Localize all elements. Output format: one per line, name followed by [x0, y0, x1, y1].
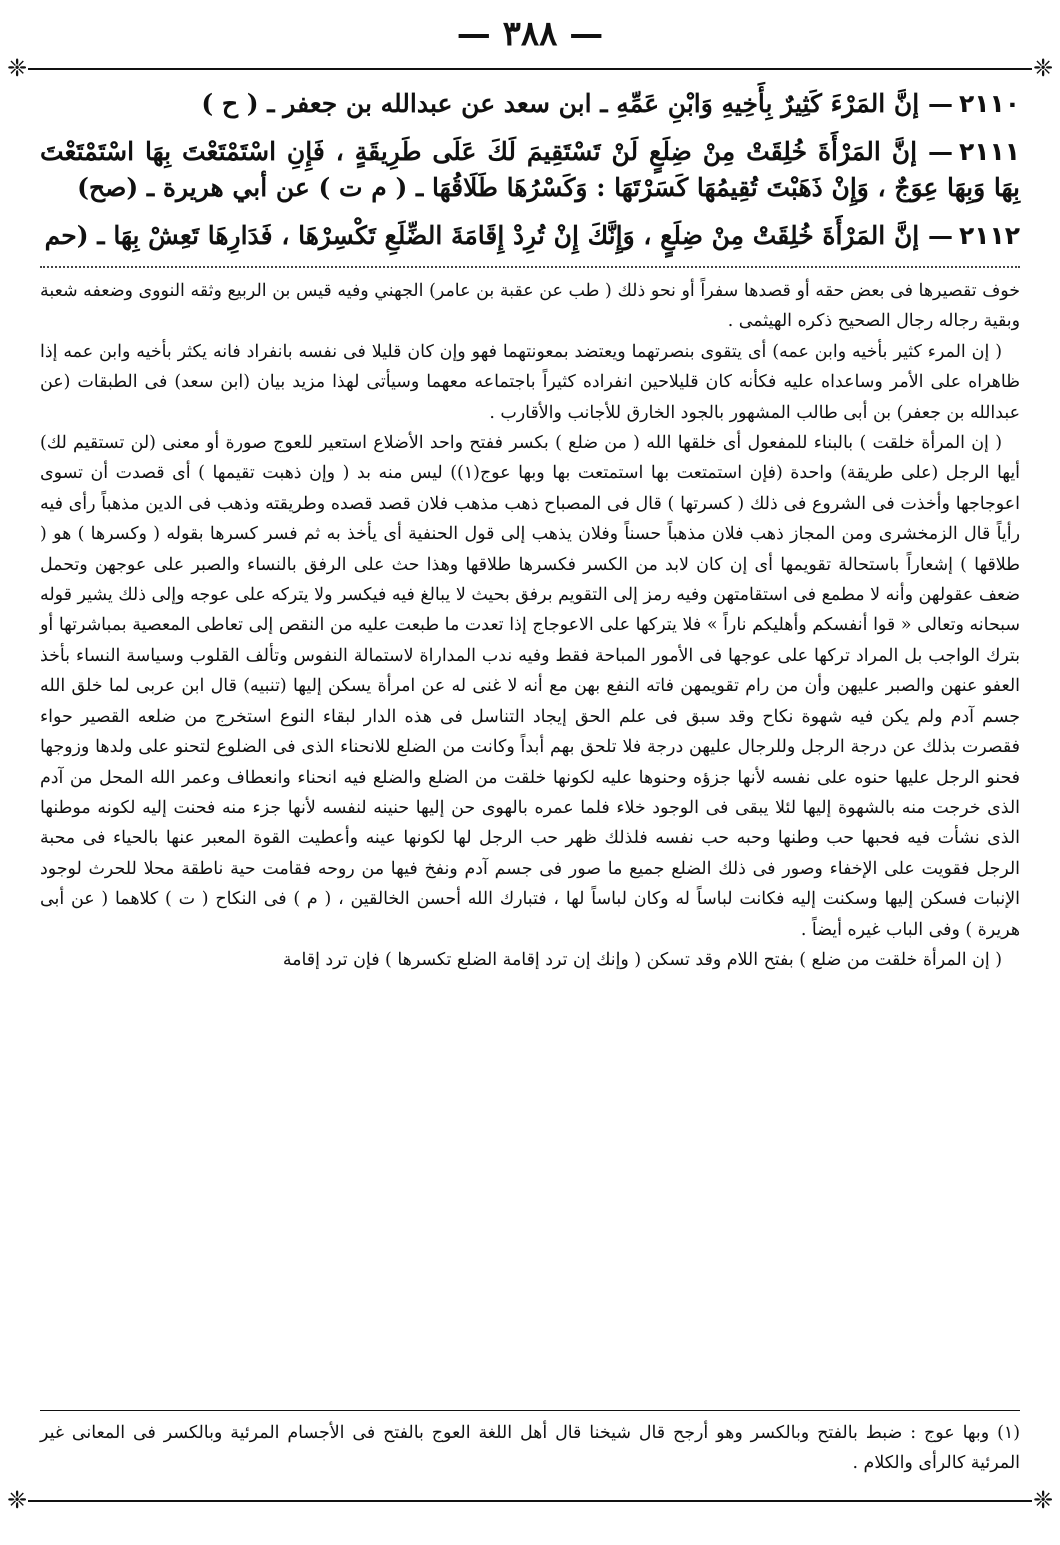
page-number: — ٣٨٨ —	[456, 14, 604, 54]
ornament-top-right-icon: ❈	[1032, 54, 1054, 82]
hadith-number: ٢١١٠	[958, 89, 1020, 118]
commentary-paragraph: ( إن المرء كثير بأخيه وابن عمه) أى يتقوى بنصرتهما ويعتضد بمعونتهما فهو وإن كان قليلا فى نفسه بانفراد فانه يكثر بأخيه وابن عمه إذا ظاهراه على الأمر وساعداه عليه فكأنه كان قليلاحين انفراده كثيراً باجتماعه معهما وسيأتى لهذا مزيد بيان (ابن سعد) فى الطبقات (عن عبدالله بن جعفر) بن أبى طالب المشهور بالجود الخارق للأجانب والأقارب .	[40, 341, 1020, 423]
hadith-number: ٢١١٢	[958, 221, 1020, 250]
commentary-paragraph: ( إن المرأة خلقت من ضلع ) بفتح اللام وقد تسكن ( وإنك إن ترد إقامة الضلع تكسرها ) فإن ترد إقامة	[282, 949, 1002, 970]
hadith-2110	[40, 86, 1020, 122]
top-border-rule	[28, 68, 1032, 70]
commentary	[40, 276, 1020, 975]
footnote-rule	[40, 1410, 1020, 1411]
hadith-number: ٢١١١	[958, 137, 1020, 166]
hadith-2112	[40, 218, 1020, 254]
hadith-text: — إنَّ المَرْأَةَ خُلِقَتْ مِنْ ضِلَعٍ ، وَإِنَّكَ إِنْ تُرِدْ إِقَامَةَ الضِّلَعِ تَكْسِرْهَا ، فَدَارِهَا تَعِشْ بِهَا ـ (حم	[44, 221, 953, 250]
ornament-bottom-left-icon: ❈	[6, 1486, 28, 1514]
hadith-2111	[40, 134, 1020, 206]
commentary-paragraph: خوف تقصيرها فى بعض حقه أو قصدها سفراً أو نحو ذلك ( طب عن عقبة بن عامر) الجهني وفيه قيس بن الربيع وثقه النووى وضعفه شعبة وبقية رجاله رجال الصحيح ذكره الهيثمى .	[40, 281, 1020, 332]
ornament-top-left-icon: ❈	[6, 54, 28, 82]
ornament-bottom-right-icon: ❈	[1032, 1486, 1054, 1514]
hadith-text: — إنَّ المَرْأَةَ خُلِقَتْ مِنْ ضِلَعٍ لَنْ تَسْتَقِيمَ لَكَ عَلَى طَرِيقَةٍ ، فَإِنِ اسْتَمْتَعْتَ بِهَا اسْتَمْتَعْتَ بِهَا وَبِهَا عِوَجٌ ، وَإِنْ ذَهَبْتَ تُقِيمُهَا كَسَرْتَهَا : وَكَسْرُهَا طَلَاقُهَا ـ ( م ت ) عن أبي هريرة ـ (صح)	[40, 137, 1020, 202]
footnote: (١) وبها عوج : ضبط بالفتح وبالكسر وهو أرجح قال شيخنا قال أهل اللغة العوج بالفتح فى الأجسام المرئية وبالكسر فى المعانى غير المرئية كالرأى والكلام .	[40, 1423, 1020, 1473]
bottom-border-rule	[28, 1500, 1032, 1502]
hadith-text: — إنَّ المَرْءَ كَثِيرٌ بِأَخِيهِ وَابْنِ عَمِّهِ ـ ابن سعد عن عبدالله بن جعفر ـ ( ح )	[201, 89, 953, 118]
dotted-separator	[40, 266, 1020, 268]
main-text	[40, 86, 1020, 975]
commentary-paragraph: ( إن المرأة خلقت ) بالبناء للمفعول أى خلقها الله ( من ضلع ) بكسر ففتح واحد الأضلاع استعير للعوج صورة أو معنى (لن تستقيم لك) أيها الرجل (على طريقة) واحدة (فإن استمتعت بها استمتعت بها وبها عوج(١)) ليس منه بد ( وإن ذهبت تقيمها ) أى قصدت أن تسوى اعوجاجها وأخذت فى الشروع فى ذلك ( كسرتها ) قال فى المصباح ذهب مذهب فلان قصد قصده وطريقته وذهب فى الدين مذهباً رأى فيه رأياً قال الزمخشرى ومن المجاز ذهب فلان مذهباً حسناً وفلان يذهب إلى قول الحنفية أى يأخذ به ثم فسر كسرها بقوله ( وكسرها ) هو ( طلاقها ) إشعاراً باستحالة تقويمها أى إن كان لابد من الكسر فكسرها طلاقها وهذا حث على الرفق بالنساء والصبر على عوجهن وتحمل ضعف عقولهن وأنه لا مطمع فى استقامتهن وفيه رمز إلى التقويم برفق بحيث لا يبالغ فيه فيكسر ولا يتركه على عوجه وإلى ذلك يشير قوله سبحانه وتعالى « قوا أنفسكم وأهليكم ناراً » فلا يتركها على الاعوجاج إذا تعدت ما طبعت عليه من النقص إلى تعاطى المعصية بمباشرتها أو بترك الواجب بل المراد تركها على عوجها فى الأمور المباحة فقط وفيه ندب المداراة لاستمالة النفوس وتألف القلوب وسياسة النساء بأخذ العفو عنهن والصبر عليهن وأن من رام تقويمهن فاته النفع بهن مع أنه لا غنى له عن امرأة يسكن إليها (تنبيه) قال ابن عربى لما خلق الله جسم آدم ولم يكن فيه شهوة نكاح وقد سبق فى علم الحق إيجاد التناسل فى هذه الدار لبقاء النوع استخرج من ضلعه القصير حواء فقصرت بذلك عن درجة الرجل وللرجال عليهن درجة فلا تلحق بهم أبداً وكانت من الضلع للانحناء الذى فى الضلوع لتحنو على ولدها وزوجها فحنو الرجل عليها حنوه على نفسه لأنها جزؤه وحنوها عليه لكونها خلقت من الضلع والضلع فيه انحناء وانعطاف وعمر الله المحل من آدم الذى خرجت منه بالشهوة إليها لئلا يبقى فى الوجود خلاء فلما عمره بالهوى حن إليها حنينه لنفسه لأنها جزء منه فحنت إليه لكونه موطنها الذى نشأت فيه فحبها حب وطنها وحبه حب نفسه فلذلك ظهر حب الرجل لها لكونها عينه وأعطيت القوة المعبر عنها بالحياء فى محبة الرجل فقويت على الإخفاء وصور فى ذلك الضلع جميع ما صور فى جسم آدم ونفخ فيها من روحه فقامت حية ناطقة محلا للحرث لوجود الإنبات فسكن إليها وسكنت إليه فكانت لباساً له وكان لباساً لها ، فتبارك الله أحسن الخالقين ، ( م ) فى النكاح ( ت ) كلاهما ( عن أبى هريرة ) وفى الباب غيره أيضاً .	[40, 433, 1020, 940]
